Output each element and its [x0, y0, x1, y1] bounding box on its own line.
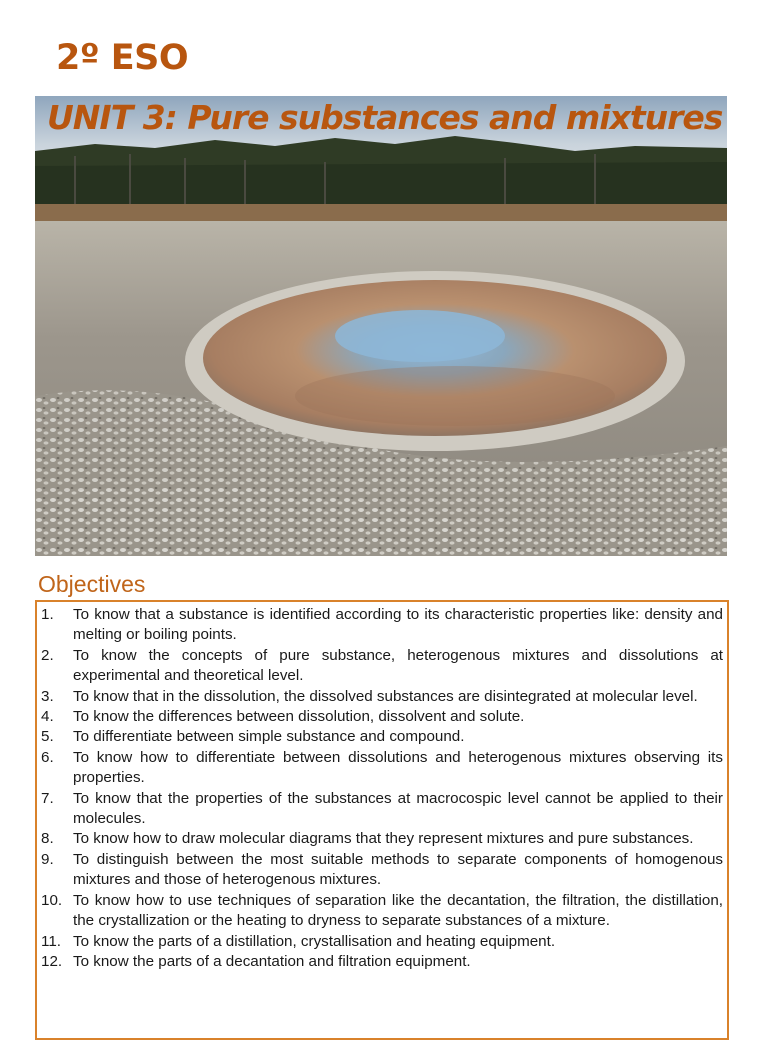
objective-text: To differentiate between simple substance and compound. — [73, 728, 465, 746]
objective-item — [41, 707, 723, 727]
objective-text: To distinguish between the most suitable methods to separate components of homogenous mixtures and those of heterogenous mixtures. — [73, 850, 723, 889]
objective-item — [41, 891, 723, 932]
objective-item — [41, 789, 723, 830]
objective-item — [41, 829, 723, 849]
objectives-list — [41, 605, 723, 972]
objective-number: 7. — [41, 789, 54, 807]
objective-number: 3. — [41, 687, 54, 705]
objective-text: To know how to draw molecular diagrams that they represent mixtures and pure substances. — [73, 830, 694, 848]
objective-number: 4. — [41, 708, 54, 726]
objective-item — [41, 748, 723, 789]
unit-title — [47, 98, 722, 137]
objective-text: To know the differences between dissolution, dissolvent and solute. — [73, 708, 525, 726]
objective-item — [41, 932, 723, 952]
objective-item — [41, 727, 723, 747]
objective-number: 8. — [41, 830, 54, 848]
objective-text: To know how to differentiate between dissolutions and heterogenous mixtures observing its properties. — [73, 748, 723, 787]
objective-text: To know the concepts of pure substance, heterogenous mixtures and dissolutions at experimental and theoretical level. — [73, 646, 723, 685]
objective-number: 11. — [41, 932, 61, 950]
objective-text: To know that the properties of the substances at macrocospic level cannot be applied to their molecules. — [73, 789, 723, 828]
hot-spring-photo — [35, 96, 727, 556]
objective-number: 9. — [41, 850, 54, 868]
unit-separator: : — [164, 98, 188, 137]
objective-item — [41, 952, 723, 972]
objective-text: To know how to use techniques of separation like the decantation, the filtration, the distillation, the crystallization or the heating to dryness to separate substances of a mixture. — [73, 891, 723, 930]
objectives-heading: Objectives — [38, 571, 146, 597]
objective-item — [41, 646, 723, 687]
objective-text: To know that in the dissolution, the dissolved substances are disintegrated at molecular level. — [73, 687, 698, 705]
objective-number: 6. — [41, 748, 54, 766]
objective-number: 2. — [41, 646, 54, 664]
unit-topic: Pure substances and mixtures — [187, 98, 723, 137]
objective-text: To know that a substance is identified according to its characteristic properties like: density and melting or boiling points. — [73, 606, 723, 644]
objective-item — [41, 850, 723, 891]
grade-title: 2º ESO — [56, 38, 189, 78]
objective-item — [41, 605, 723, 646]
unit-label: UNIT 3 — [47, 98, 165, 137]
objective-text: To know the parts of a distillation, crystallisation and heating equipment. — [73, 932, 556, 950]
cover-image — [35, 96, 727, 556]
objective-number: 10. — [41, 891, 63, 909]
objectives-box — [35, 600, 729, 1040]
objective-text: To know the parts of a decantation and filtration equipment. — [73, 952, 471, 970]
objective-number: 5. — [41, 728, 54, 746]
objective-number: 1. — [41, 606, 54, 623]
objective-number: 12. — [41, 952, 63, 970]
objective-item — [41, 687, 723, 707]
